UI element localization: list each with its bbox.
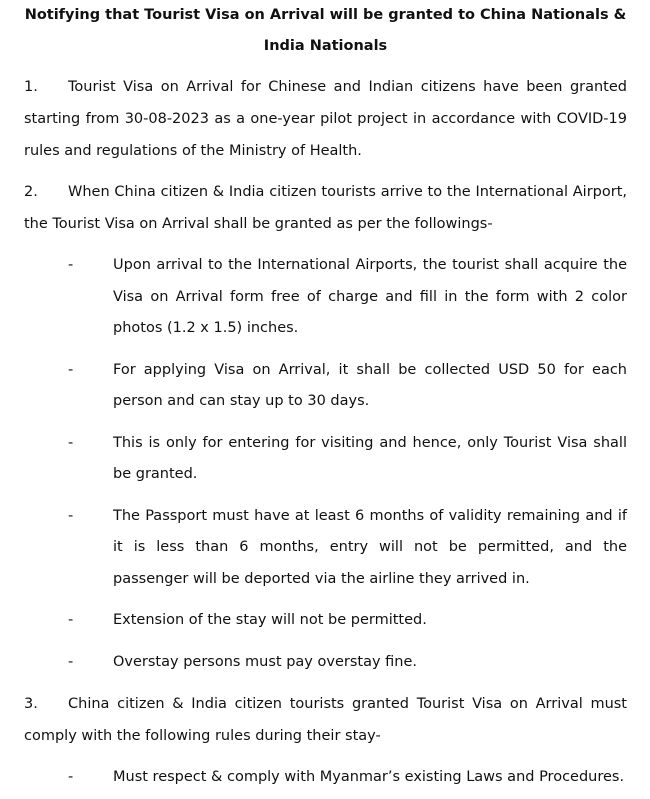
bullet-dash: - (68, 653, 74, 670)
list-item (24, 762, 627, 794)
bullet-dash: - (68, 612, 74, 628)
section-2-text: When China citizen & India citizen tourists arrive to the International Airport, the Tourist Visa on Arrival shall be granted as per the followings- (24, 184, 627, 232)
bullet-text: Must respect & comply with Myanmar’s existing Laws and Procedures. (113, 769, 625, 785)
document-title: Notifying that Tourist Visa on Arrival will be granted to China Nationals & India Nationals (24, 7, 627, 54)
list-item (24, 428, 627, 491)
document (24, 0, 627, 794)
section-2 (24, 176, 627, 240)
section-1-text: Tourist Visa on Arrival for Chinese and Indian citizens have been granted starting from 30-08-2023 as a one-year pilot project in accordance with COVID-19 rules and regulations of the Ministry of Health. (24, 79, 627, 159)
list-item (24, 501, 627, 596)
list-item (24, 355, 627, 418)
bullet-dash: - (68, 769, 74, 785)
bullet-text: The Passport must have at least 6 months of validity remaining and if it is less than 6 months, entry will not be permitted, and the passenger will be deported via the airline they arrived in. (113, 507, 627, 587)
list-item (24, 605, 627, 637)
bullet-text: Extension of the stay will not be permitted. (113, 612, 427, 628)
section-2-number: 2. (24, 184, 38, 200)
bullet-dash: - (68, 361, 74, 378)
bullet-dash: - (68, 507, 74, 524)
section-2-bullet-list (24, 250, 627, 678)
bullet-dash: - (68, 434, 74, 451)
bullet-text: For applying Visa on Arrival, it shall be collected USD 50 for each person and can stay up to 30 days. (113, 361, 627, 409)
bullet-text: Overstay persons must pay overstay fine. (113, 653, 418, 670)
section-1 (24, 71, 627, 167)
bullet-text: Upon arrival to the International Airports, the tourist shall acquire the Visa on Arrival form free of charge and fill in the form with 2 color photos (1.2 x 1.5) inches. (113, 257, 627, 336)
section-3-number: 3. (24, 696, 38, 712)
bullet-dash: - (68, 257, 74, 273)
section-3 (24, 688, 627, 752)
list-item (24, 647, 627, 679)
list-item (24, 250, 627, 345)
section-3-text: China citizen & India citizen tourists granted Tourist Visa on Arrival must comply with the following rules during their stay- (24, 696, 627, 744)
bullet-text: This is only for entering for visiting and hence, only Tourist Visa shall be granted. (113, 434, 627, 482)
section-3-bullet-list (24, 762, 627, 794)
section-1-number: 1. (24, 79, 38, 95)
